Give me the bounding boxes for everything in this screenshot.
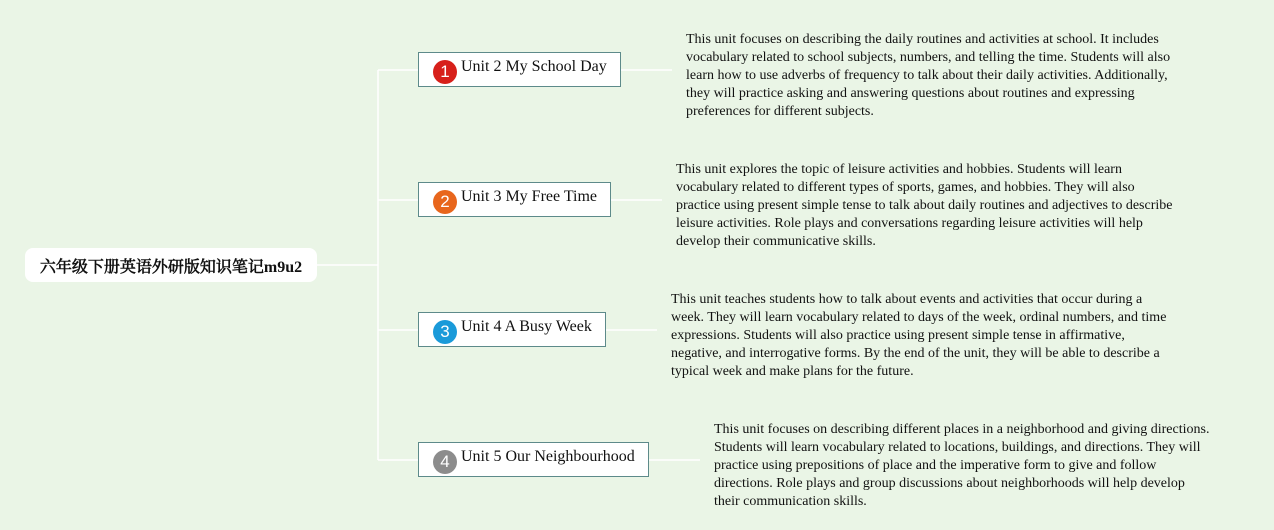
root-topic-label: 六年级下册英语外研版知识笔记m9u2 <box>39 258 303 276</box>
unit-node-4[interactable] <box>418 442 649 477</box>
unit-label-4: Unit 5 Our Neighbourhood <box>461 447 635 465</box>
number-badge-3: 3 <box>433 320 457 344</box>
number-badge-1: 1 <box>433 60 457 84</box>
unit-description-4: This unit focuses on describing different places in a neighborhood and giving directions. Students will learn vocabulary related to locations, buildings, and directions. They will practice using prepositions of place and the imperative form to give and follow directions. Role plays and group discussions about neighborhoods will help develop their communication skills. <box>714 422 1210 509</box>
number-badge-2: 2 <box>433 190 457 214</box>
unit-node-2[interactable] <box>418 182 611 217</box>
unit-description-3: This unit teaches students how to talk about events and activities that occur during a week. They will learn vocabulary related to days of the week, ordinal numbers, and time expressions. Students will also practice using present simple tense in affirmative, negative, and interrogative forms. By the end of the unit, they will be able to describe a typical week and make plans for the future. <box>671 292 1167 379</box>
unit-label-3: Unit 4 A Busy Week <box>461 317 592 335</box>
unit-node-3[interactable] <box>418 312 606 347</box>
number-badge-4: 4 <box>433 450 457 474</box>
root-topic[interactable] <box>25 248 317 282</box>
unit-label-1: Unit 2 My School Day <box>461 57 607 75</box>
unit-description-1: This unit focuses on describing the daily routines and activities at school. It includes vocabulary related to school subjects, numbers, and telling the time. Students will also learn how to use adverbs of frequency to talk about their daily activities. Additionally, they will practice asking and answering questions about routines and expressing preferences for different subjects. <box>686 32 1171 119</box>
unit-label-2: Unit 3 My Free Time <box>461 187 598 205</box>
unit-description-2: This unit explores the topic of leisure activities and hobbies. Students will learn vocabulary related to different types of sports, games, and hobbies. They will also practice using present simple tense to talk about daily routines and adjectives to describe leisure activities. Role plays and conversations regarding leisure activities will help develop their communicative skills. <box>676 162 1173 249</box>
unit-node-1[interactable] <box>418 52 621 87</box>
